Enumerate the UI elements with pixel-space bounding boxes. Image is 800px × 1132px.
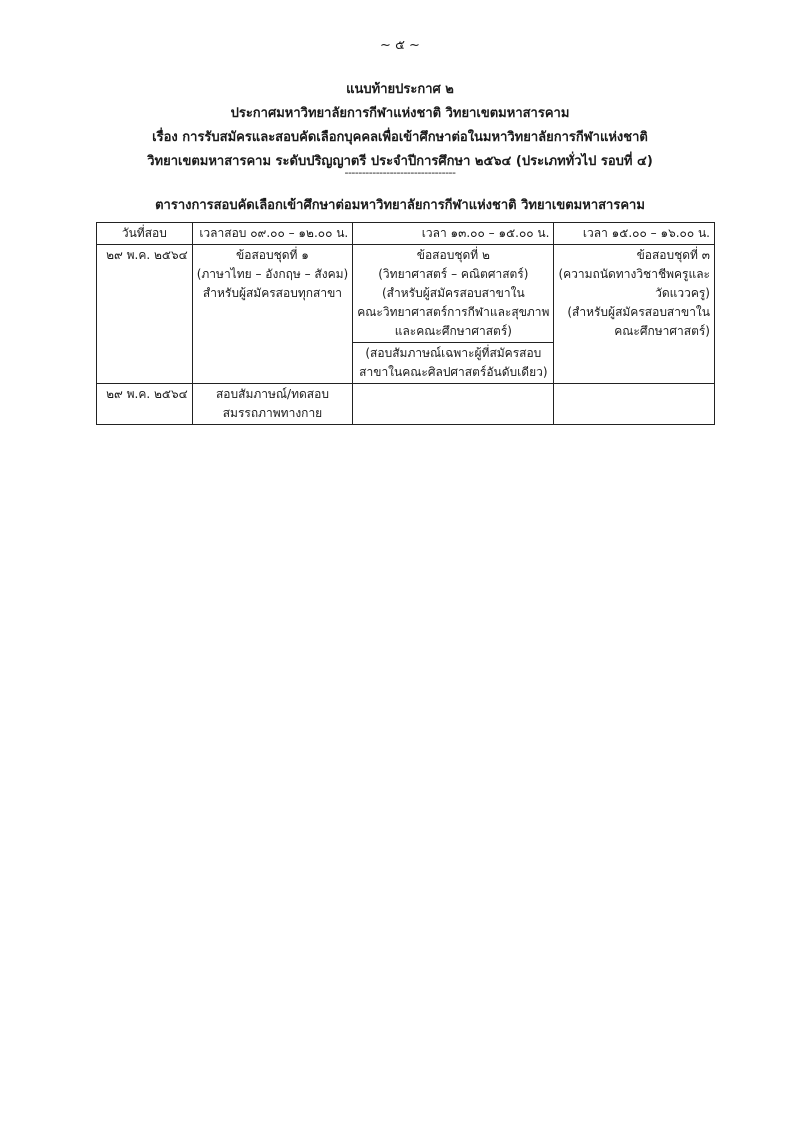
header-campus-line: วิทยาเขตมหาสารคาม ระดับปริญญาตรี ประจำปีการศึกษา ๒๕๖๔ (ประเภททั่วไป รอบที่ ๔) [147,154,653,169]
row1-morning-text: (ภาษาไทย – อังกฤษ – สังคม) [196,267,349,281]
row1-interview-text: (สอบสัมภาษณ์เฉพาะผู้ที่สมัครสอบ [365,346,542,360]
row1-midday-text: (สำหรับผู้สมัครสอบสาขาใน [382,286,525,300]
table-title: ตารางการสอบคัดเลือกเข้าศึกษาต่อมหาวิทยาลัยการกีฬาแห่งชาติ วิทยาเขตมหาสารคาม [155,198,645,213]
row1-midday-text: คณะวิทยาศาสตร์การกีฬาและสุขภาพ [357,305,550,319]
row1-afternoon-text: (ความถนัดทางวิชาชีพครูและ [558,267,710,281]
row1-afternoon-text: วัดแววครู) [655,286,710,300]
row2-midday-cell [353,384,554,425]
row1-midday-text: และคณะศึกษาศาสตร์) [394,324,512,338]
header-afternoon-time: เวลา ๑๕.๐๐ – ๑๖.๐๐ น. [554,223,715,245]
table-row [97,384,715,425]
row2-morning-text: สมรรถภาพทางกาย [222,406,323,420]
row1-morning-text: ข้อสอบชุดที่ ๑ [236,248,309,262]
row2-morning-cell [192,384,353,425]
header-divider: -------------------------------- [344,166,456,179]
row1-morning-text: สำหรับผู้สมัครสอบทุกสาขา [202,286,343,300]
row1-midday-text: (วิทยาศาสตร์ – คณิตศาสตร์) [378,267,529,281]
document-header [0,78,800,174]
row1-midday-text: ข้อสอบชุดที่ ๒ [416,248,490,262]
row2-morning-text: สอบสัมภาษณ์/ทดสอบ [215,387,329,401]
header-announcement-line: ประกาศมหาวิทยาลัยการกีฬาแห่งชาติ วิทยาเขตมหาสารคาม [230,106,570,121]
row1-interview-text: สาขาในคณะศิลปศาสตร์อันดับเดียว) [359,365,548,379]
header-date: วันที่สอบ [97,223,193,245]
row2-afternoon-cell [554,384,715,425]
row2-date: ๒๙ พ.ค. ๒๕๖๔ [97,384,193,425]
row1-midday-interview-cell [353,343,554,384]
exam-schedule-table [96,222,715,425]
header-midday-time: เวลา ๑๓.๐๐ – ๑๕.๐๐ น. [353,223,554,245]
header-morning-time: เวลาสอบ ๐๙.๐๐ – ๑๒.๐๐ น. [192,223,353,245]
table-row [97,245,715,343]
row1-date: ๒๙ พ.ค. ๒๕๖๔ [97,245,193,384]
header-annex-line: แนบท้ายประกาศ ๒ [346,82,454,97]
row1-midday-cell [353,245,554,343]
header-subject-line: เรื่อง การรับสมัครและสอบคัดเลือกบุคคลเพื่อเข้าศึกษาต่อในมหาวิทยาลัยการกีฬาแห่งชาติ [152,130,648,145]
row1-morning-cell [192,245,353,384]
row1-afternoon-text: คณะศึกษาศาสตร์) [614,324,710,338]
page-number: ~ ๕ ~ [380,38,420,53]
row1-afternoon-cell [554,245,715,384]
row1-afternoon-text: (สำหรับผู้สมัครสอบสาขาใน [567,305,710,319]
table-header-row [97,223,715,245]
row1-afternoon-text: ข้อสอบชุดที่ ๓ [636,248,710,262]
